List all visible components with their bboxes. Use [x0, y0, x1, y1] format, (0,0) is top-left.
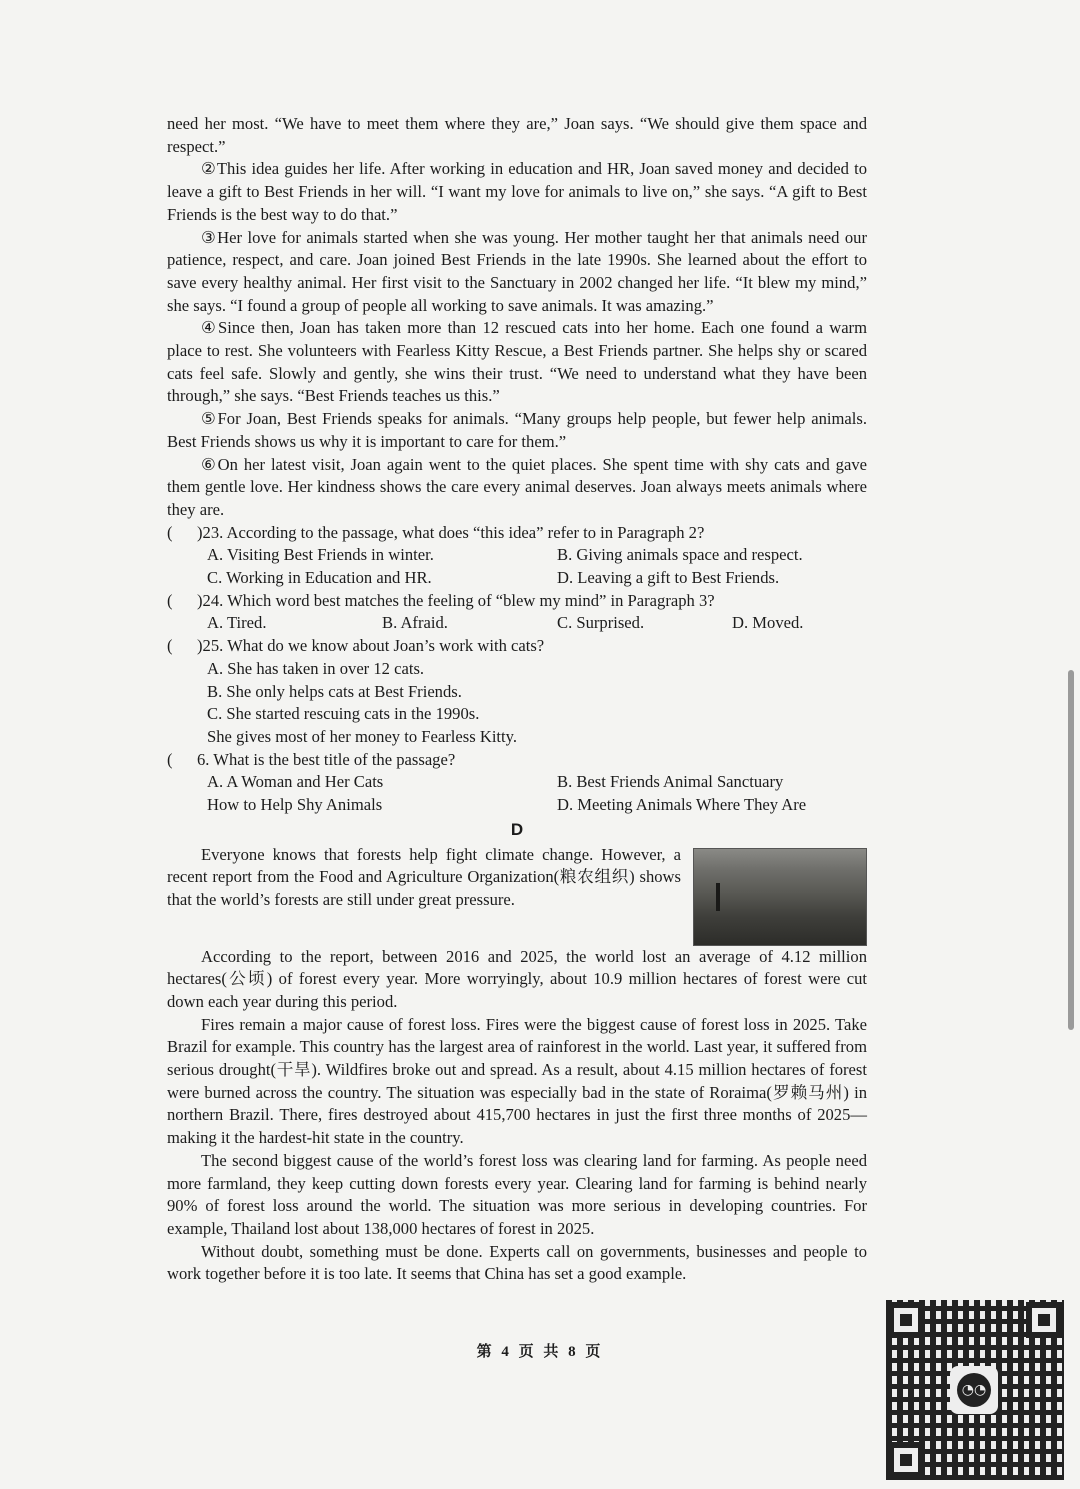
passage-c-paragraph-3: ③Her love for animals started when she was young. Her mother taught her that animals need our patience, respect, and care. Joan joined Best Friends in the late 1990s. She learned about the effort to save every healthy animal. Her first visit to the Sanctuary in 2002 changed her life. “It blew my mind,” she says. “I found a group of people all working to save animals. It was amazing.” [167, 227, 867, 315]
answer-blank: ( [167, 590, 173, 610]
option-d: D. Moved. [732, 613, 804, 633]
scrollbar[interactable] [1068, 670, 1074, 1030]
option-a: A. Visiting Best Friends in winter. [207, 545, 434, 565]
forest-photo [693, 848, 867, 946]
answer-blank: ( [167, 636, 173, 656]
page-number-footer: 第 4 页 共 8 页 [476, 1344, 604, 1360]
passage-d [167, 844, 867, 1287]
section-heading-d: D [510, 819, 524, 839]
qr-finder-pattern [888, 1442, 924, 1478]
option-c: How to Help Shy Animals [207, 795, 383, 815]
question-26 [167, 749, 867, 817]
answer-blank: ( [167, 522, 173, 542]
qr-finder-pattern [1026, 1302, 1062, 1338]
passage-c-paragraph-2: ②This idea guides her life. After working in education and HR, Joan saved money and decided to leave a gift to Best Friends in her will. “I want my love for animals to live on,” she says. “A gift to Best Friends is the best way to do that.” [167, 159, 867, 224]
passage-d-paragraph-1: Everyone knows that forests help fight climate change. However, a recent report from the Food and Agriculture Organization(粮农组织) shows that the world’s forests are still under great pressure. [167, 844, 681, 909]
page-content [167, 113, 867, 1286]
question-23 [167, 522, 867, 590]
option-c: C. Surprised. [557, 613, 645, 633]
question-stem: )24. Which word best matches the feeling of “blew my mind” in Paragraph 3? [197, 590, 715, 610]
question-25 [167, 635, 867, 749]
option-a: A. A Woman and Her Cats [207, 772, 384, 792]
passage-c-paragraph-6: ⑥On her latest visit, Joan again went to the quiet places. She spent time with shy cats and gave them gentle love. Her kindness shows the care every animal deserves. Joan always meets animals where they are. [167, 454, 867, 519]
option-b: B. Afraid. [382, 613, 448, 633]
option-c: C. Working in Education and HR. [207, 568, 432, 588]
answer-blank: ( [167, 749, 173, 769]
option-a: A. Tired. [207, 613, 267, 633]
question-stem: )25. What do we know about Joan’s work with cats? [197, 636, 545, 656]
question-stem: 6. What is the best title of the passage? [197, 749, 456, 769]
option-a: A. She has taken in over 12 cats. [207, 658, 425, 678]
passage-d-paragraph-3: Fires remain a major cause of forest loss. Fires were the biggest cause of forest loss in 2025. Take Brazil for example. This country has the largest area of rainforest in the world. Last year, it suffered from serious drought(干旱). Wildfires broke out and spread. As a result, about 4.15 million hectares of forest were burned across the country. The situation was especially bad in the state of Roraima(罗赖马州) in northern Brazil. There, fires destroyed about 415,700 hectares in just the first three months of 2025—making it the hardest-hit state in the country. [167, 1014, 867, 1148]
passage-c-paragraph-4: ④Since then, Joan has taken more than 12 rescued cats into her home. Each one found a warm place to rest. She volunteers with Fearless Kitty Rescue, a Best Friends partner. She helps shy or scared cats feel safe. Slowly and gently, she wins their trust. “We need to understand what they have been through,” she says. “Best Friends teaches us this.” [167, 318, 867, 406]
question-stem: )23. According to the passage, what does “this idea” refer to in Paragraph 2? [197, 522, 705, 542]
question-24 [167, 590, 867, 635]
passage-c-paragraph-5: ⑤For Joan, Best Friends speaks for animals. “Many groups help people, but fewer help animals. Best Friends shows us why it is important to care for them.” [167, 409, 867, 451]
option-d: D. Meeting Animals Where They Are [557, 795, 807, 815]
option-c: C. She started rescuing cats in the 1990s. [207, 704, 480, 724]
option-d: D. Leaving a gift to Best Friends. [557, 568, 780, 588]
option-b: B. Best Friends Animal Sanctuary [557, 772, 784, 792]
passage-d-paragraph-2: According to the report, between 2016 and 2025, the world lost an average of 4.12 million hectares(公顷) of forest every year. More worryingly, about 10.9 million hectares of forest were cut down each year during this period. [167, 946, 867, 1011]
option-b: B. She only helps cats at Best Friends. [207, 681, 462, 701]
passage-c-paragraph-1-end: need her most. “We have to meet them where they are,” Joan says. “We should give them space and respect.” [167, 114, 867, 156]
wechat-icon: ◔◔ [950, 1366, 998, 1414]
passage-d-paragraph-5: Without doubt, something must be done. Experts call on governments, businesses and people to work together before it is too late. It seems that China has set a good example. [167, 1241, 867, 1284]
passage-d-paragraph-4: The second biggest cause of the world’s forest loss was clearing land for farming. As people need more farmland, they keep cutting down forests every year. Clearing land for farming is behind nearly 90% of forest loss around the world. The situation was more serious in developing countries. For example, Thailand lost about 138,000 hectares of forest in 2025. [167, 1150, 867, 1238]
qr-finder-pattern [888, 1302, 924, 1338]
qr-code[interactable] [886, 1300, 1064, 1480]
option-b: B. Giving animals space and respect. [557, 545, 803, 565]
option-d: She gives most of her money to Fearless Kitty. [207, 726, 518, 746]
